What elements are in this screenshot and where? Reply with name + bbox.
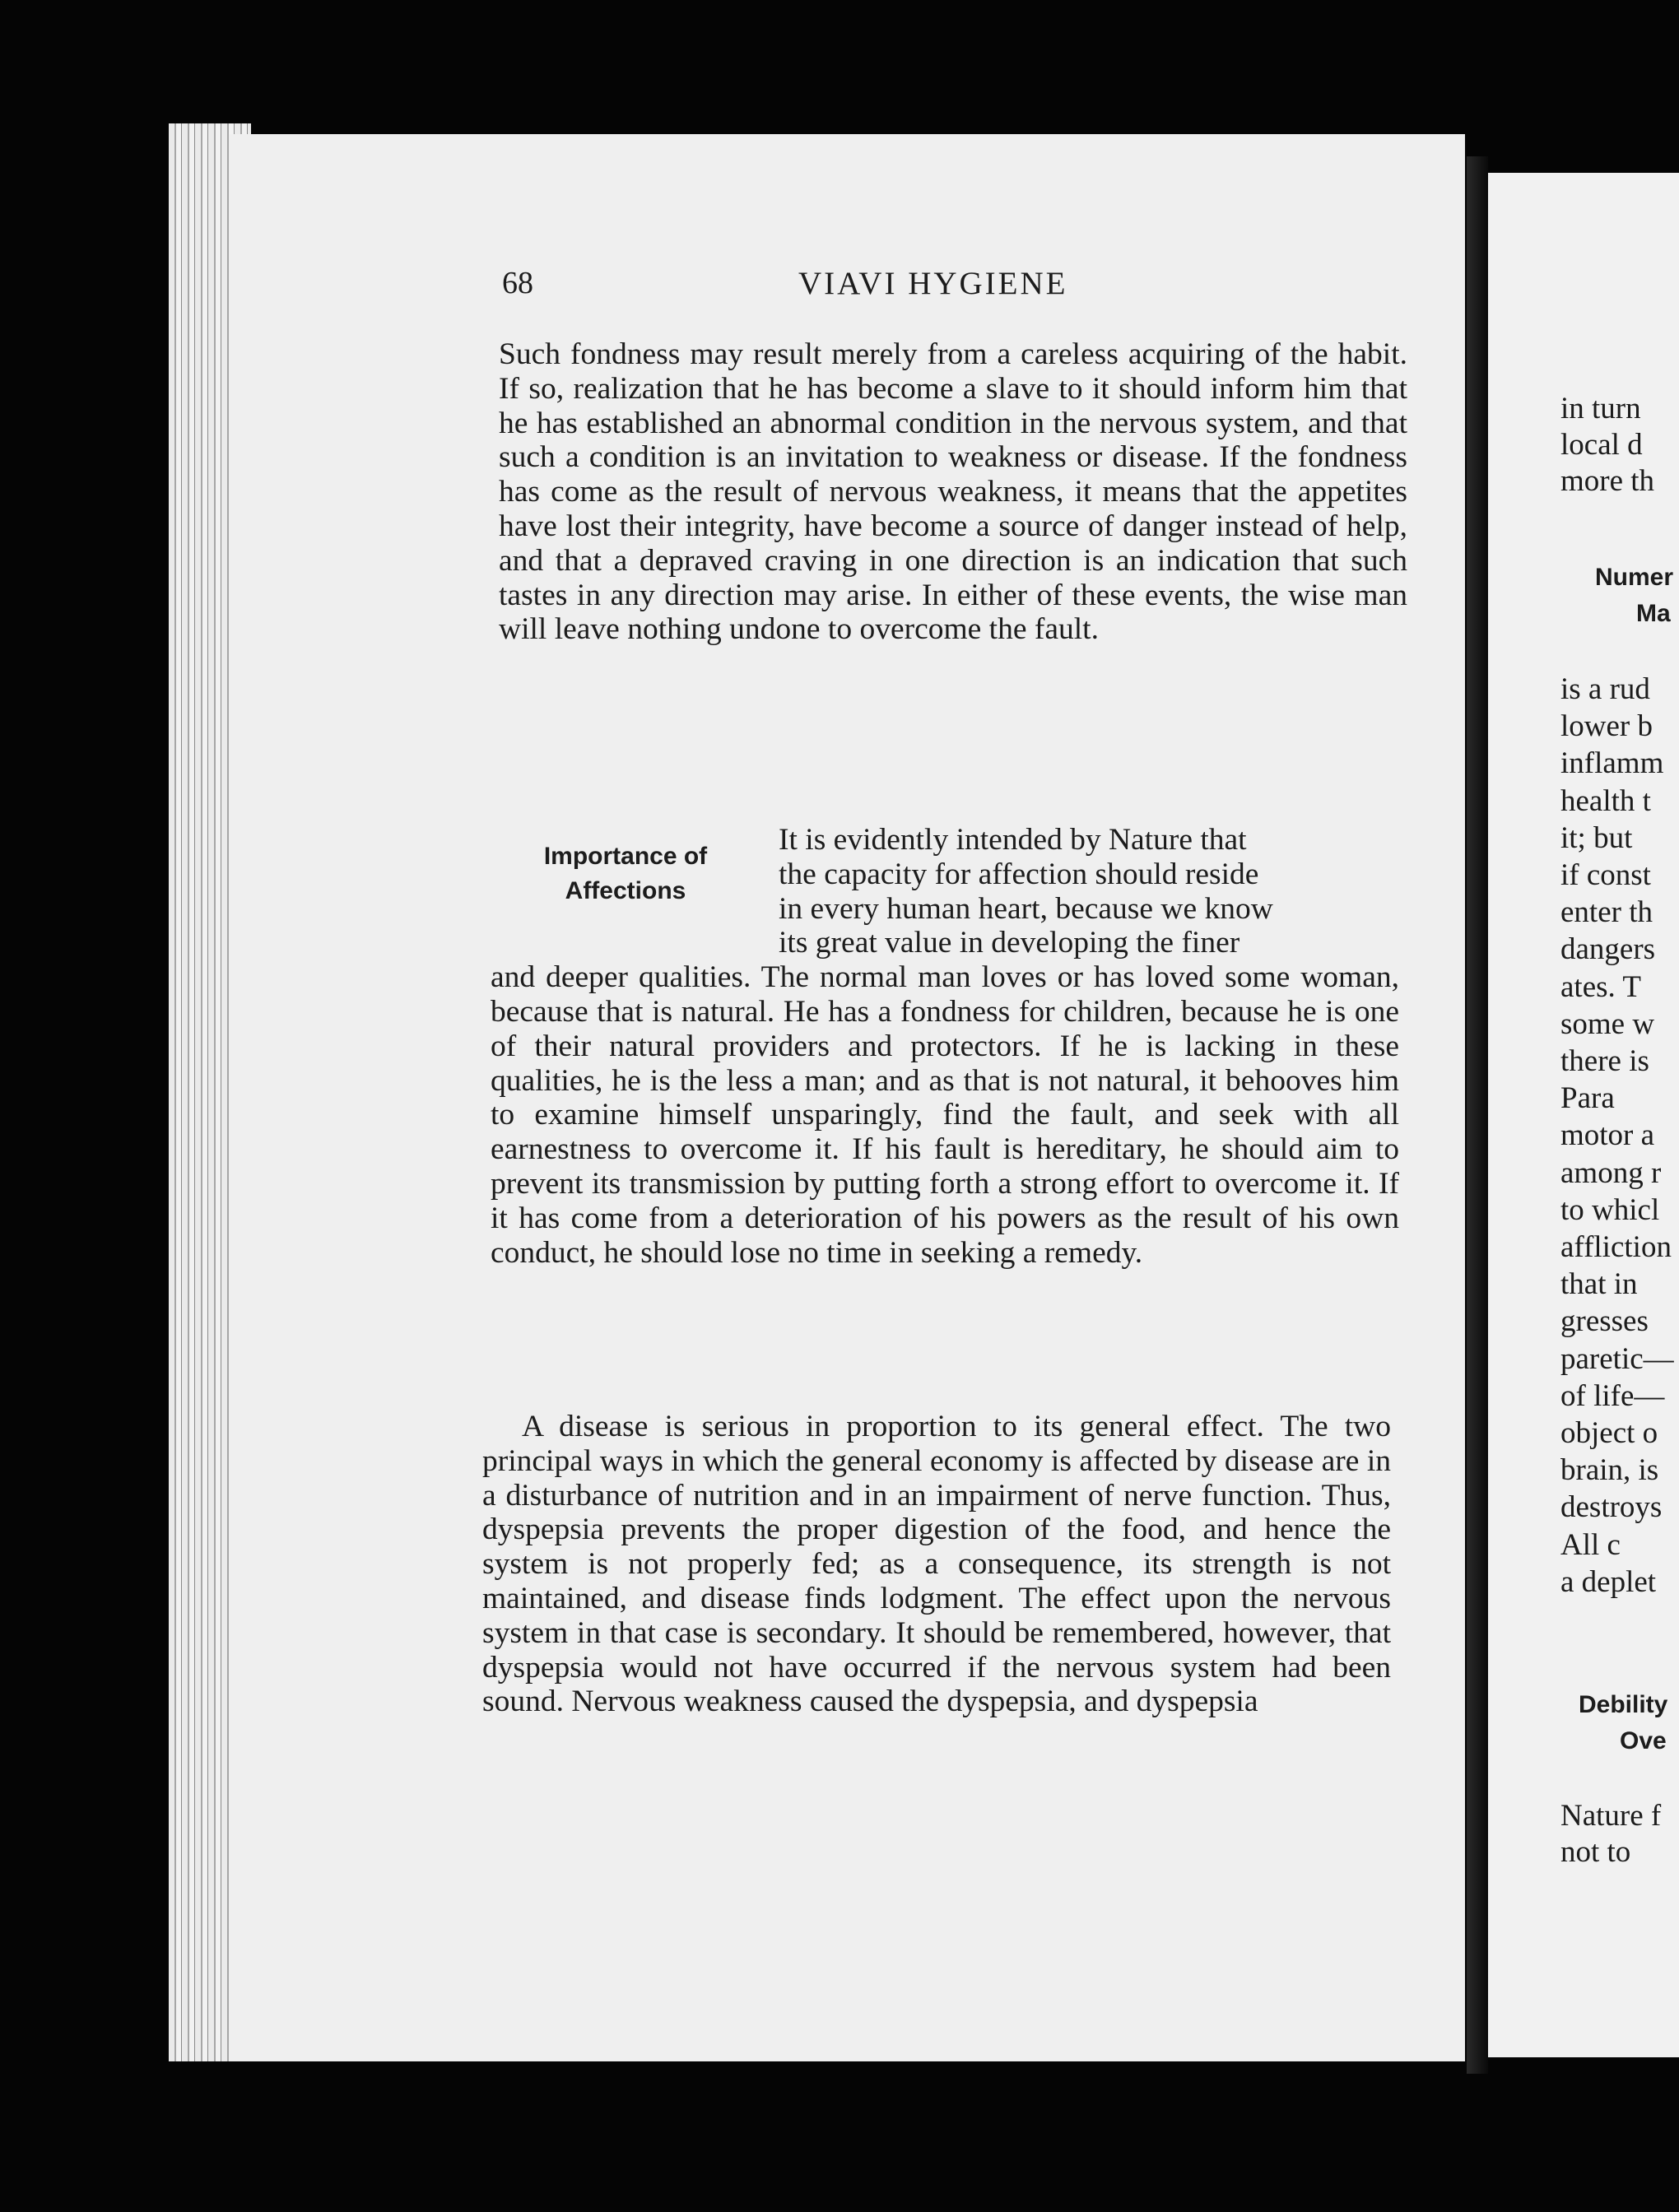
right-page-line: dangers [1560, 932, 1656, 967]
right-page-line: destroys [1560, 1490, 1663, 1525]
right-page-text-block [1560, 1798, 1661, 1870]
right-page-line: paretic— [1560, 1341, 1674, 1376]
right-page-line: local d [1560, 428, 1643, 462]
sidenote-line-2: Affections [565, 877, 686, 904]
right-page-line: brain, is [1560, 1453, 1659, 1488]
right-page-line: some w [1560, 1006, 1655, 1041]
book-gutter [1467, 156, 1488, 2074]
right-page-line: lower b [1560, 709, 1653, 744]
right-page-sidenote: Ove [1620, 1727, 1667, 1754]
right-page [1488, 173, 1679, 2057]
right-page-line: gresses [1560, 1304, 1649, 1339]
right-page-line: Para [1560, 1081, 1615, 1116]
right-page-line: health t [1560, 783, 1651, 818]
right-page-line: it; but [1560, 820, 1633, 855]
paragraph-disease: A disease is serious in proportion to its general effect. The two principal ways in which the general economy is affected by disease are in a disturbance of nutrition and in an impairment of nerve function. Thus, dyspepsia prevents the proper digestion of the food, and hence the system is not properly fed; as a consequence, its strength is not maintained, and disease finds lodgment. The effect upon the nervous system in that case is secondary. It should be remembered, however, that dyspepsia would not have occurred if the nervous system had been sound. Nervous weakness caused the dyspepsia, and dyspepsia [482, 1410, 1391, 1719]
right-page-line: All c [1560, 1527, 1621, 1562]
running-head: VIAVI HYGIENE [798, 266, 1068, 301]
right-page-line: there is [1560, 1044, 1649, 1079]
right-page-line: enter th [1560, 895, 1653, 930]
right-page-sidenote: Numer [1595, 564, 1674, 591]
paragraph-fondness: Such fondness may result merely from a careless acquiring of the habit. If so, realization that he has become a slave to it should inform him that he has established an abnormal condition in the nervous system, and that such a condition is an invitation to weakness or disease. If the fondness has come as the result of nervous weakness, it means that the appetites have lost their integrity, have become a source of danger instead of help, and that a depraved craving in one direction is an indication that such tastes in any direction may arise. In either of these events, the wise man will leave nothing undone to overcome the fault. [499, 337, 1407, 647]
paragraph-affections [491, 823, 1399, 1270]
right-page-text-block [1560, 671, 1674, 1601]
right-page-line: ates. T [1560, 969, 1641, 1004]
right-page-line: to whicl [1560, 1192, 1660, 1227]
paragraph-affections-line: the capacity for affection should reside [779, 857, 1259, 891]
paragraph-affections-line: its great value in developing the finer [779, 926, 1240, 960]
sidenote-line-1: Importance of [543, 843, 708, 870]
right-page-line: in turn [1560, 392, 1641, 425]
right-page-line: more th [1560, 464, 1655, 498]
right-page-text-block [1560, 391, 1654, 500]
paragraph-affections-line: It is evidently intended by Nature that [779, 823, 1247, 857]
right-page-line: motor a [1560, 1118, 1655, 1153]
right-page-line: that in [1560, 1267, 1638, 1302]
paragraph-affections-line: in every human heart, because we know [779, 891, 1273, 926]
right-page-line: of life— [1560, 1378, 1665, 1413]
right-page-line: inflamm [1560, 746, 1664, 781]
page-number: 68 [502, 266, 533, 300]
right-page-line: a deplet [1560, 1564, 1657, 1599]
right-page-sidenote: Ma [1636, 600, 1671, 627]
paragraph-affections-rest: and deeper qualities. The normal man loves or has loved some woman, because that is natural. He has a fondness for children, because he is one of their natural providers and protectors. If he is lacking in these qualities, he is the less a man; and as that is not natural, it behooves him to examine himself unsparingly, find the fault, and seek with all earnestness to overcome it. If his fault is hereditary, he should aim to prevent its transmission by putting forth a strong effort to overcome it. If it has come from a deterioration of his powers as the result of his own conduct, he should lose no time in seeking a remedy. [491, 960, 1399, 1270]
right-page-line: not to [1560, 1835, 1631, 1869]
right-page-sidenote: Debility [1579, 1691, 1668, 1718]
right-page-line: if const [1560, 858, 1651, 893]
right-page-line: among r [1560, 1155, 1662, 1190]
right-page-line: object o [1560, 1416, 1658, 1451]
right-page-line: affliction [1560, 1230, 1672, 1265]
right-page-line: is a rud [1560, 672, 1650, 706]
right-page-line: Nature f [1560, 1799, 1662, 1833]
